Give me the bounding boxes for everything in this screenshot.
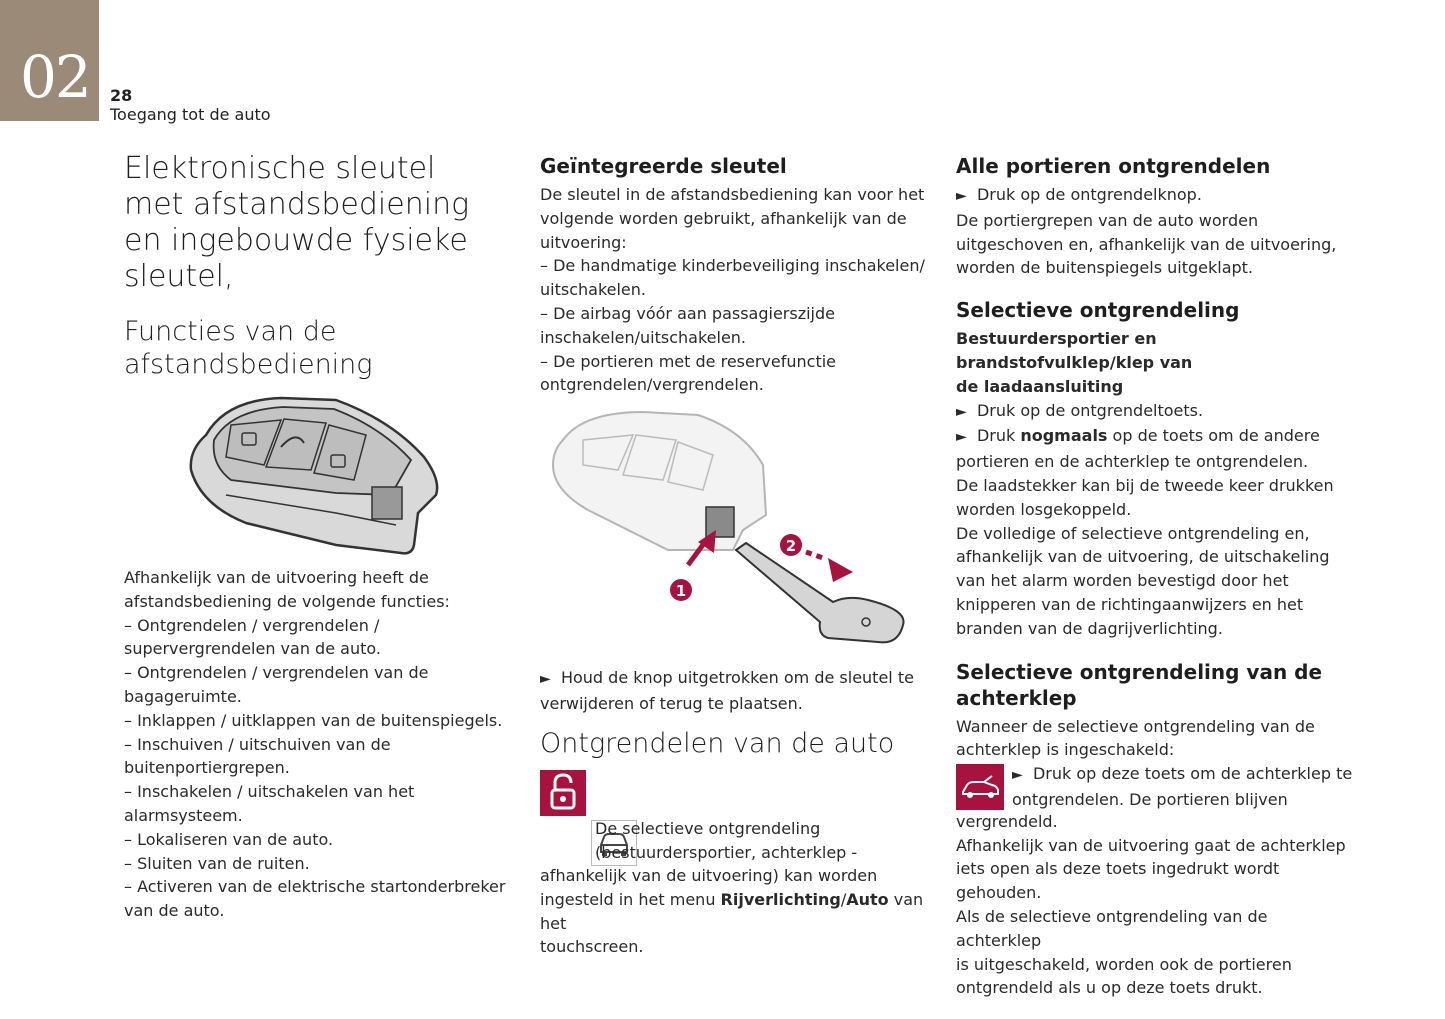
chapter-number: 02 xyxy=(20,43,90,111)
arrow-icon: ► xyxy=(540,671,551,687)
list-item: – Lokaliseren van de auto. xyxy=(124,829,334,849)
arrow-icon: ► xyxy=(956,429,967,446)
arrow-icon: ► xyxy=(1012,767,1023,784)
unlock-text-bottom: afhankelijk van de uitvoering) kan worden ingesteld in het menu Rijverlichting/Auto van het touchscreen. xyxy=(540,866,924,957)
list-item: supervergrendelen van de auto. xyxy=(124,639,381,659)
selective-unlock-heading: Selectieve ontgrendeling xyxy=(956,298,1240,323)
list-item: alarmsysteem. xyxy=(124,805,243,825)
list-item: – Inklappen / uitklappen van de buitenspiegels. xyxy=(124,710,503,730)
list-item: – Sluiten van de ruiten. xyxy=(124,853,310,873)
page-title: Elektronische sleutel met afstandsbediening en ingebouwde fysieke sleutel, xyxy=(124,151,470,294)
list-item: – Inschakelen / uitschakelen van het xyxy=(124,782,415,802)
key-step: ► Houd de knop uitgetrokken om de sleutel te verwijderen of terug te plaatsen. xyxy=(540,668,914,713)
tailgate-heading: Selectieve ontgrendeling van de achterklep xyxy=(956,659,1323,710)
functions-text: Afhankelijk van de uitvoering heeft de afstandsbediening de volgende functies: – Ontgrendelen / vergrendelen / supervergrendelen van de auto. – Ontgrendelen / vergrendelen van de bagageruimte. – Inklappen / uitklappen van de buitenspiegels. – Inschuiven / uitschuiven van de buitenportiergrepen. – Inschakelen / uitschakelen van het alarmsysteem. – Lokaliseren van de auto. – Sluiten van de ruiten. – Activeren van de elektrische startonderbreker van de auto. xyxy=(124,566,514,923)
list-item: – Inschuiven / uitschuiven van de xyxy=(124,734,391,754)
list-item: buitenportiergrepen. xyxy=(124,758,290,778)
column-2-top: Geïntegreerde sleutel De sleutel in de afstandsbediening kan voor het volgende worden gebruikt, afhankelijk van de uitvoering: – De handmatige kinderbeveiliging inschakelen/ uitschakelen. – De airbag vóór aan passagierszijde inschakelen/uitschakelen. – De portieren met de reservefunctie ontgrendelen/vergrendelen. xyxy=(540,153,940,397)
subtitle: Functies van de afstandsbediening xyxy=(124,316,373,380)
key-fob-illustration xyxy=(186,395,442,560)
list-item: – Ontgrendelen / vergrendelen van de xyxy=(124,663,429,683)
list-item: van de auto. xyxy=(124,901,225,921)
callout-1-label: 1 xyxy=(675,582,687,600)
callout-2-label: 2 xyxy=(785,537,797,555)
unlock-padlock-icon xyxy=(540,770,586,816)
column-1 xyxy=(124,150,509,381)
arrow-icon: ► xyxy=(956,403,967,420)
tailgate-car-icon xyxy=(956,764,1004,810)
arrow-icon: ► xyxy=(956,188,967,204)
page-number: 28 xyxy=(110,86,133,105)
all-doors-heading: Alle portieren ontgrendelen xyxy=(956,154,1271,178)
section-title: Toegang tot de auto xyxy=(110,105,271,124)
unlock-heading: Ontgrendelen van de auto xyxy=(540,728,895,759)
key-removal-illustration xyxy=(548,410,913,650)
list-item: – Ontgrendelen / vergrendelen / xyxy=(124,615,380,635)
list-item: bagageruimte. xyxy=(124,686,242,706)
unlock-text-right: De selectieve ontgrendeling (bestuurdersportier, achterklep - xyxy=(595,819,858,862)
chapter-tab xyxy=(0,0,99,121)
integrated-key-heading: Geïntegreerde sleutel xyxy=(540,154,787,178)
list-item: – Activeren van de elektrische startonderbreker xyxy=(124,877,506,897)
column-3: Alle portieren ontgrendelen ► Druk op de ontgrendelknop. De portiergrepen van de auto worden uitgeschoven en, afhankelijk van de uitvoering, worden de buitenspiegels uitgeklapt. Selectieve ontgrendeling Bestuurdersportier en brandstofvulklep/klep van de laadaansluiting ► Druk op de ontgrendeltoets. ► Druk nogmaals op de toets om de andere portieren en de achterklep te ontgrendelen. De laadstekker kan bij de tweede keer drukken worden losgekoppeld. De volledige of selectieve ontgrendeling en, afhankelijk van de uitvoering, de uitschakeling van het alarm worden bevestigd door het knipperen van de richtingaanwijzers en het branden van de dagrijverlichting. Selectieve ontgrendeling van de achterklep Wanneer de selectieve ontgrendeling van de achterklep is ingeschakeld: ► Druk op deze toets om de achterklep te ontgrendelen. De portieren blijven vergrendeld. Afhankelijk van de uitvoering gaat de achterklep iets open als deze toets ingedrukt wordt gehouden. Als de selectieve ontgrendeling van de achterklep is uitgeschakeld, worden ook de portieren ontgrendeld als u op deze toets drukt. xyxy=(956,153,1356,1000)
